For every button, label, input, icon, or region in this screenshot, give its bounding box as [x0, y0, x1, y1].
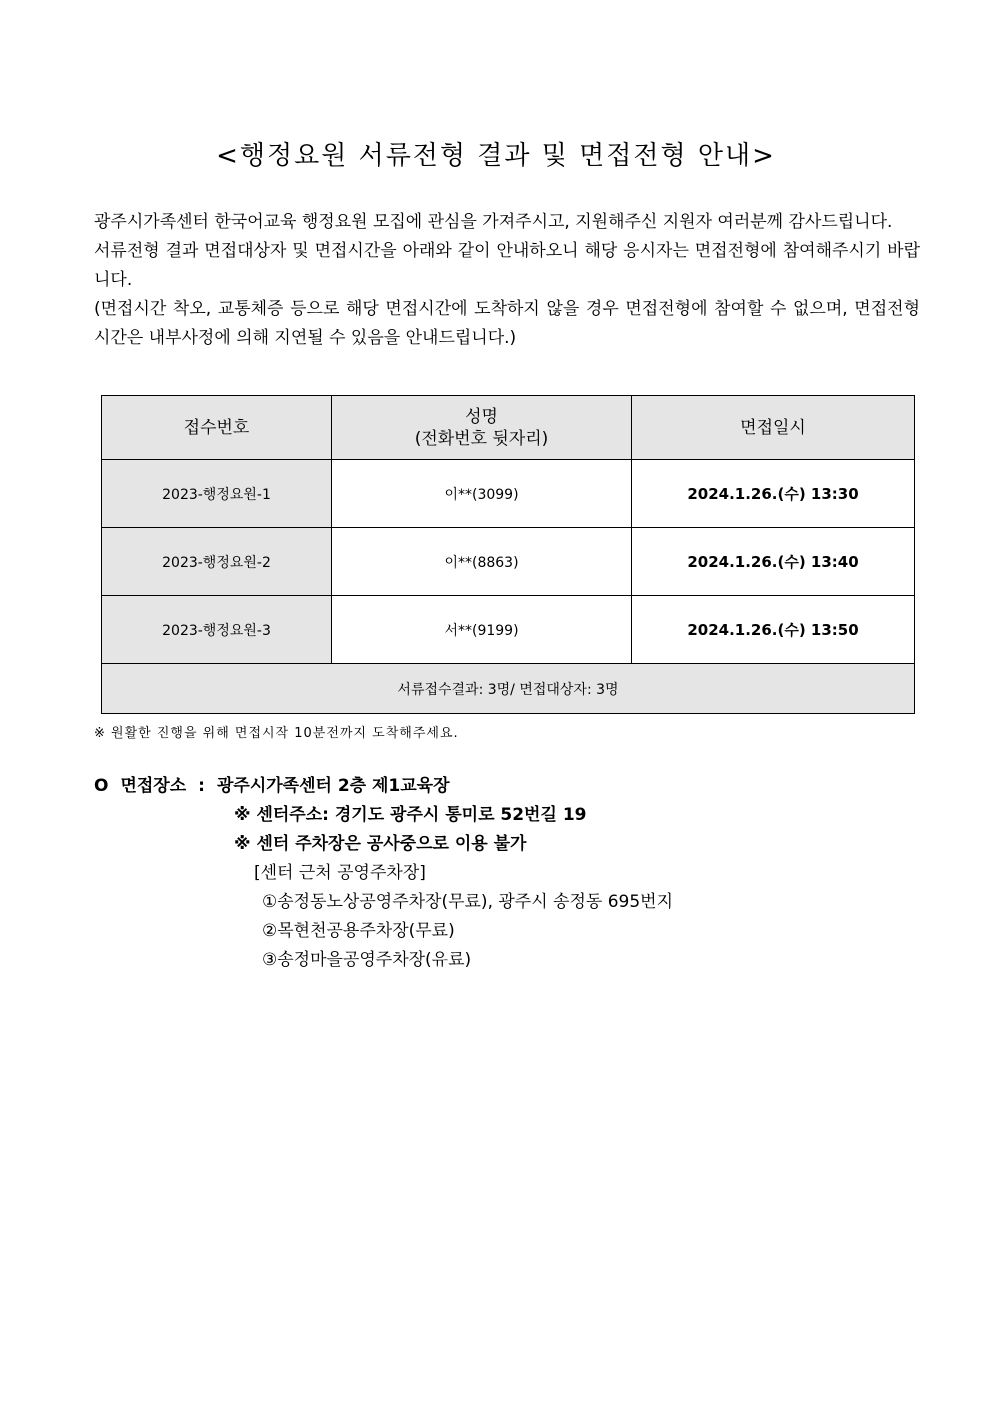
- header-name: [332, 396, 632, 460]
- parking-lot-item: ②목현천공용주차장(무료): [262, 921, 455, 941]
- cell-name: 서**(9199): [332, 596, 632, 664]
- intro-section: [94, 208, 920, 353]
- table-header-row: [102, 396, 915, 460]
- location-label: 면접장소: [120, 776, 187, 796]
- cell-application-number: 2023-행정요원-2: [102, 528, 332, 596]
- location-heading: [94, 772, 673, 801]
- table-row: [102, 460, 915, 528]
- cell-interview-datetime: 2024.1.26.(수) 13:40: [632, 528, 915, 596]
- cell-name: 이**(3099): [332, 460, 632, 528]
- intro-paragraph-2: 서류전형 결과 면접대상자 및 면접시간을 아래와 같이 안내하오니 해당 응시자는 면접전형에 참여해주시기 바랍니다.: [94, 241, 920, 290]
- location-bullet: O: [94, 776, 109, 796]
- parking-lot-item: ③송정마을공영주차장(유료): [262, 950, 472, 970]
- cell-interview-datetime: 2024.1.26.(수) 13:30: [632, 460, 915, 528]
- location-colon: :: [198, 776, 205, 796]
- cell-interview-datetime: 2024.1.26.(수) 13:50: [632, 596, 915, 664]
- table-summary-row: [102, 664, 915, 714]
- table-row: [102, 596, 915, 664]
- parking-lot-item: ①송정동노상공영주차장(무료), 광주시 송정동 695번지: [262, 892, 674, 912]
- intro-paragraph-3: (면접시간 착오, 교통체증 등으로 해당 면접시간에 도착하지 않을 경우 면접전형에 참여할 수 없으며, 면접전형 시간은 내부사정에 의해 지연될 수 있음을 안내드립니다.): [94, 299, 920, 348]
- header-application-number: 접수번호: [102, 396, 332, 460]
- nearby-parking-title: [센터 근처 공영주차장]: [254, 863, 426, 883]
- interview-location-section: [94, 772, 673, 975]
- table-summary: 서류접수결과: 3명/ 면접대상자: 3명: [102, 664, 915, 714]
- cell-name: 이**(8863): [332, 528, 632, 596]
- header-interview-datetime: 면접일시: [632, 396, 915, 460]
- arrival-note: ※ 원활한 진행을 위해 면접시작 10분전까지 도착해주세요.: [94, 726, 459, 741]
- table-row: [102, 528, 915, 596]
- parking-notice: ※ 센터 주차장은 공사중으로 이용 불가: [234, 834, 527, 854]
- interview-schedule-table: [101, 395, 915, 714]
- center-address: ※ 센터주소: 경기도 광주시 통미로 52번길 19: [234, 805, 587, 825]
- page-title: <행정요원 서류전형 결과 및 면접전형 안내>: [216, 141, 776, 171]
- cell-application-number: 2023-행정요원-1: [102, 460, 332, 528]
- cell-application-number: 2023-행정요원-3: [102, 596, 332, 664]
- intro-paragraph-1: 광주시가족센터 한국어교육 행정요원 모집에 관심을 가져주시고, 지원해주신 지원자 여러분께 감사드립니다.: [94, 212, 893, 232]
- header-name-line2: (전화번호 뒷자리): [414, 428, 549, 449]
- header-name-line1: 성명: [465, 406, 498, 427]
- location-value: 광주시가족센터 2층 제1교육장: [216, 776, 450, 796]
